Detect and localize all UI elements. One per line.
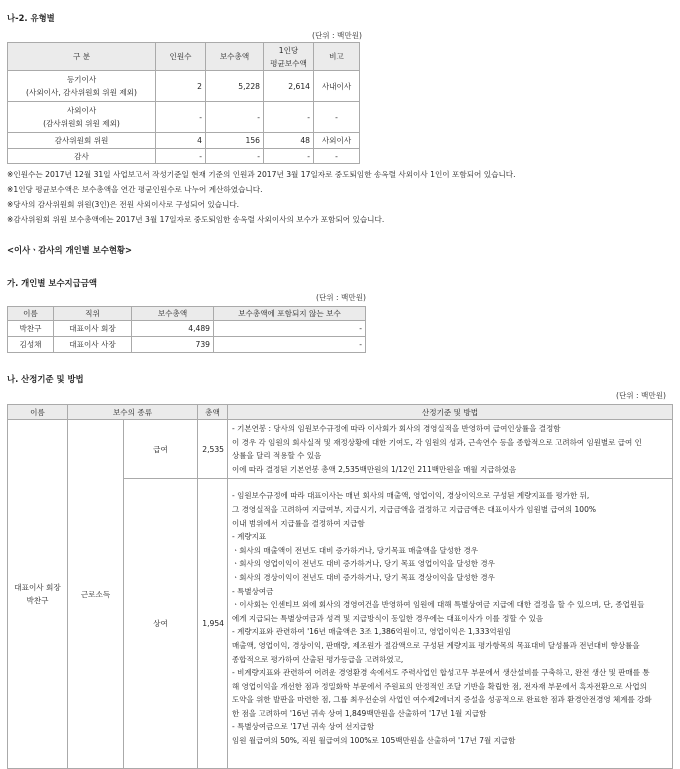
note-1: ※인원수는 2017년 12월 31일 사업보고서 작성기준일 현재 기준의 인원과 2017년 3월 17일자로 중도퇴임한 송옥렬 사외이사 1인이 포함되어 있습니다. [7,170,516,179]
section-a-unit: (단위 : 백만원) [312,31,362,40]
section-b-subtitle: 가. 개인별 보수지급금액 [7,278,97,288]
header-type: 보수의 종류 [68,405,198,420]
section-c-unit: (단위 : 백만원) [616,391,666,400]
category-cell: 근로소득 [68,420,124,769]
header-amount: 총액 [198,405,228,420]
note-3: ※당사의 감사위원회 위원(3인)은 전원 사외이사로 구성되어 있습니다. [7,200,240,209]
person-cell: 대표이사 회장 박찬구 [8,420,68,769]
salary-amount: 2,535 [198,420,228,479]
header-method: 산정기준 및 방법 [228,405,673,420]
header-position: 직위 [54,307,132,321]
header-avg: 1인당 평균보수액 [264,43,314,71]
header-name: 이름 [8,405,68,420]
table-row: 감사위원회 위원 4 156 48 사외이사 [8,133,360,149]
salary-type: 급여 [124,420,198,479]
header-name: 이름 [8,307,54,321]
section-a-title: 나-2. 유형별 [7,13,55,23]
type-table [7,42,360,164]
table-row [8,420,673,479]
note-2: ※1인당 평균보수액은 보수총액을 연간 평균인원수로 나누어 계산하였습니다. [7,185,263,194]
header-total: 보수총액 [206,43,264,71]
table-row: 등기이사 (사외이사, 감사위원회 위원 제외) 2 5,228 2,614 사내이사 [8,71,360,102]
table-row: 박찬구 대표이사 회장 4,489 - [8,321,366,337]
header-count: 인원수 [156,43,206,71]
table-row: 사외이사 (감사위원회 위원 제외) - - - - [8,102,360,133]
section-b-title: <이사ㆍ감사의 개인별 보수현황> [7,245,133,255]
individual-table [7,306,366,353]
section-b-unit: (단위 : 백만원) [316,293,366,302]
header-other: 보수총액에 포함되지 않는 보수 [214,307,366,321]
salary-method: - 기본연봉 : 당사의 임원보수규정에 따라 이사회가 회사의 경영실적을 반영하여 급여인상률을 결정함 이 경우 각 임원의 회사실적 및 재정상황에 대한 기여도, 각 임원의 성과, 근속연수 등을 종합적으로 고려하여 임원별로 급여 인 상률을 달리 적용할 수 있음 이에 따라 결정된 기본연봉 총액 2,535백만원의 1/12인 211백만원을 매월 지급하였음 [228,420,673,479]
table-row: 김성채 대표이사 사장 739 - [8,337,366,353]
header-total: 보수총액 [132,307,214,321]
section-c-title: 나. 산정기준 및 방법 [7,374,84,384]
header-category: 구 분 [8,43,156,71]
method-table [7,404,673,769]
table-row: 감사 - - - - [8,149,360,164]
note-4: ※감사위원회 위원 보수총액에는 2017년 3월 17일자로 중도퇴임한 송옥렬 사외이사의 보수가 포함되어 있습니다. [7,215,385,224]
bonus-method: - 임원보수규정에 따라 대표이사는 매년 회사의 매출액, 영업이익, 경상이익으로 구성된 계량지표를 평가한 뒤, 그 경영실적을 고려하여 지급여부, 지급시기, 지급금액을 결정하고 지급금액은 대표이사가 임원별 급여의 100% 이내 범위에서 지급률을 결정하여 지급함 - 계량지표 ㆍ회사의 매출액이 전년도 대비 증가하거나, 당기목표 매출액을 달성한 경우 ㆍ회사의 영업이익이 전년도 대비 증가하거나, 당기 목표 영업이익을 달성한 경우 ㆍ회사의 경상이익이 전년도 대비 증가하거나, 당기 목표 경상이익을 달성한 경우 - 특별상여금 ㆍ이사회는 인센티브 외에 회사의 경영여건을 반영하여 임원에 대해 특별상여금 지급에 대한 결정을 할 수 있으며, 단, 종업원들 에게 지급되는 특별상여금과 성격 및 지급방식이 동일한 경우에는 대표이사가 이를 정할 수 있음 - 계량지표와 관련하여 '16년 매출액은 3조 1,386억원이고, 영업이익은 1,333억원임 매출액, 영업이익, 경상이익, 판매량, 제조원가 절감액으로 구성된 계량지표 평가항목의 목표대비 달성률과 전년대비 향상률을 종합적으로 평가하여 산출된 평가등급을 고려하였고, - 비계량지표와 관련하여 어려운 경영환경 속에서도 주력사업인 합성고무 부문에서 생산설비를 구축하고, 완전 생산 및 판매를 통 해 영업이익을 개선한 점과 정밀화학 부문에서 주원료의 안정적인 조달 기반을 확립한 점, 전자재 부문에서 흑자전환으로 사업의 도약을 위한 발판을 마련한 점, 그룹 최우선순위 사업인 여수제2에너지 증설을 성공적으로 완료한 점과 환경안전경영 체계를 강화 한 점을 고려하여 '16년 귀속 상여 1,849백만원을 산출하여 '17년 1월 지급함 - 특별상여금으로 '17년 귀속 상여 선지급함 임원 월급여의 50%, 직원 월급여의 100%로 105백만원을 산출하여 '17년 7월 지급함 [228,479,673,769]
bonus-amount: 1,954 [198,479,228,769]
bonus-type: 상여 [124,479,198,769]
header-note: 비고 [314,43,360,71]
